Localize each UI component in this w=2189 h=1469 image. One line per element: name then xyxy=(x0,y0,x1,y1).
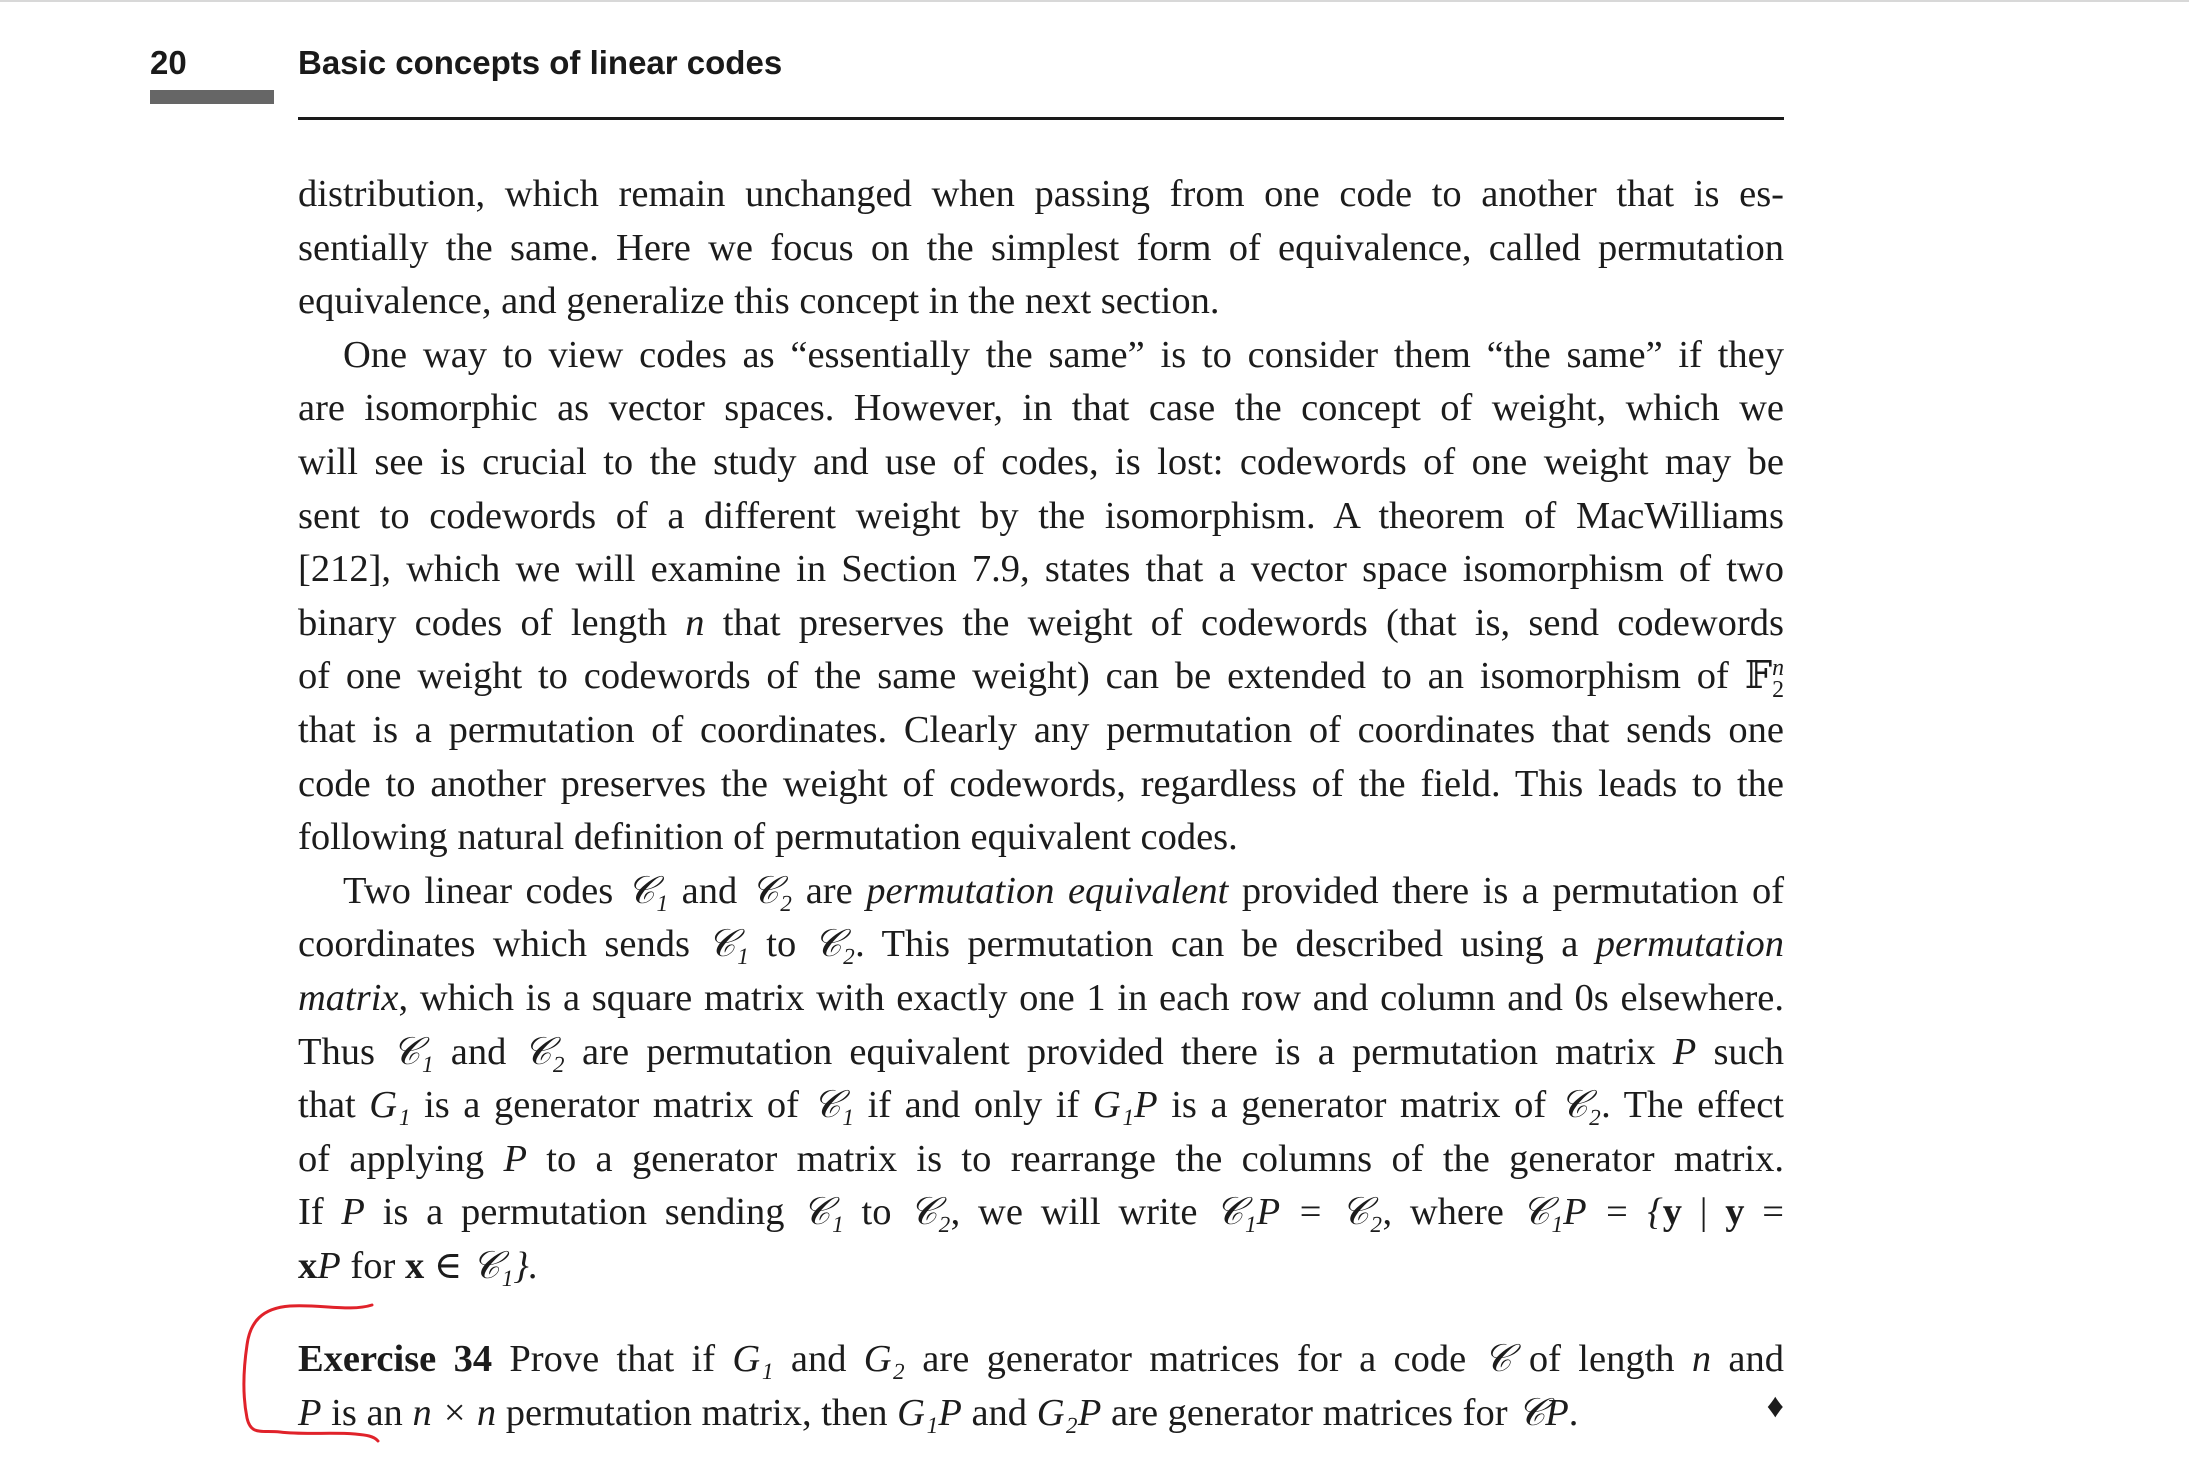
text-line: following natural definition of permutation equivalent codes. xyxy=(298,816,1238,859)
math-C2: 𝒞₂ xyxy=(523,1030,565,1073)
text-line: One way to view codes as “essentially the same” is to consider them “the same” if they xyxy=(343,333,1784,376)
text-line: equivalence, and generalize this concept in the next section. xyxy=(298,280,1220,323)
math-bold-y: y xyxy=(1725,1191,1745,1234)
text-run: , which is a square matrix with exactly one 1 in each row and column and 0s elsewhere. xyxy=(398,976,1784,1019)
text-run: are generator matrices for a code xyxy=(904,1338,1484,1380)
text-line: [212], which we will examine in Section 7.9, states that a vector space isomorphism of two xyxy=(298,548,1784,591)
text-run: are permutation equivalent provided there is a permutation matrix xyxy=(564,1030,1673,1073)
paragraph-3 xyxy=(298,865,1784,1294)
math-C: 𝒞 xyxy=(1483,1338,1512,1380)
text-run: and xyxy=(961,1392,1037,1434)
math-G1P: G₁P xyxy=(1092,1084,1158,1127)
term-matrix: matrix xyxy=(298,976,399,1019)
text-run: to a generator matrix is to rearrange the columns of the generator matrix. xyxy=(526,1137,1784,1180)
text-run: of applying xyxy=(298,1137,504,1180)
math-field-symbol: 𝔽 xyxy=(1744,655,1773,698)
term-permutation-equivalent: permutation equivalent xyxy=(866,869,1229,912)
text-run: that preserves the weight of codewords (that is, send codewords xyxy=(704,601,1784,644)
text-line xyxy=(298,865,1784,919)
math-C2: 𝒞₂ xyxy=(750,869,793,912)
text-run: such xyxy=(1696,1030,1785,1073)
text-line xyxy=(298,1240,1784,1294)
text-run: and xyxy=(668,869,751,912)
text-run: If xyxy=(298,1191,342,1234)
text-run: . xyxy=(1568,1392,1579,1434)
math-n: n xyxy=(1691,1338,1712,1380)
math-P: P xyxy=(341,1191,365,1234)
text-run: binary codes of length xyxy=(298,601,686,644)
math-C1: 𝒞₁ xyxy=(802,1191,844,1234)
text-run: to xyxy=(843,1191,910,1234)
text-run: Thus xyxy=(298,1030,393,1073)
text-run: provided there is a permutation of xyxy=(1228,869,1785,912)
math-bar: | xyxy=(1682,1191,1726,1234)
text-run: are xyxy=(792,869,867,912)
text-line xyxy=(298,650,1784,704)
math-subscript: 2 xyxy=(1772,676,1784,703)
text-line: sentially the same. Here we focus on the simplest form of equivalence, called permutation xyxy=(298,226,1784,269)
text-run: is a generator matrix of xyxy=(410,1084,813,1127)
text-run: . This permutation can be described using a xyxy=(855,923,1596,966)
body-text xyxy=(298,168,1784,1293)
text-run: and xyxy=(1711,1338,1784,1380)
text-run: that xyxy=(298,1084,370,1127)
text-run: is an xyxy=(321,1392,413,1434)
text-line xyxy=(298,1186,1784,1240)
math-P: P xyxy=(298,1392,322,1434)
math-superscript: n xyxy=(1772,655,1784,682)
text-line xyxy=(298,1026,1784,1080)
math-C2: 𝒞₂ xyxy=(909,1191,951,1234)
math-field-f2n xyxy=(1744,655,1784,703)
text-line xyxy=(298,1133,1784,1187)
text-line: sent to codewords of a different weight by the isomorphism. A theorem of MacWilliams xyxy=(298,494,1784,537)
math-C1P-equals-C2: 𝒞₁P = 𝒞₂ xyxy=(1215,1191,1383,1234)
text-run: if and only if xyxy=(854,1084,1093,1127)
exercise-34 xyxy=(298,1332,1784,1440)
math-G2P: G₂P xyxy=(1036,1392,1102,1434)
text-line xyxy=(298,1079,1784,1133)
top-edge-rule xyxy=(0,0,2189,2)
math-bold-x: x xyxy=(404,1244,425,1287)
text-run: . The effect xyxy=(1601,1084,1784,1127)
text-run: is a permutation sending xyxy=(364,1191,803,1234)
text-run: Two linear codes xyxy=(343,869,627,912)
exercise-line xyxy=(298,1332,1784,1386)
text-run: , where xyxy=(1382,1191,1522,1234)
math-C1P-set: 𝒞₁P = { xyxy=(1521,1191,1663,1234)
math-bold-x: x xyxy=(298,1244,318,1287)
math-C1: 𝒞₁ xyxy=(707,923,749,966)
math-G1P: G₁P xyxy=(897,1392,962,1434)
running-title: Basic concepts of linear codes xyxy=(298,44,783,81)
text-line xyxy=(298,972,1784,1026)
term-permutation: permutation xyxy=(1595,923,1784,966)
text-line xyxy=(298,597,1784,651)
math-C1: 𝒞₁ xyxy=(626,869,669,912)
math-P: P xyxy=(317,1244,341,1287)
text-run: to xyxy=(748,923,814,966)
math-G2: G₂ xyxy=(863,1338,905,1380)
text-line xyxy=(298,918,1784,972)
text-run: of length xyxy=(1511,1338,1692,1380)
math-n: n xyxy=(685,601,705,644)
page-number: 20 xyxy=(150,44,187,81)
math-equals: = xyxy=(1744,1191,1784,1234)
end-of-exercise-diamond-icon: ♦ xyxy=(1766,1388,1784,1425)
math-bold-y: y xyxy=(1662,1191,1683,1234)
text-line: are isomorphic as vector spaces. However, in that case the concept of weight, which we xyxy=(298,387,1784,430)
text-run: of one weight to codewords of the same weight) can be extended to an isomorphism of xyxy=(298,655,1745,698)
text-run: permutation matrix, then xyxy=(496,1392,898,1434)
text-run: are generator matrices for xyxy=(1101,1392,1518,1434)
paragraph-1 xyxy=(298,168,1784,329)
math-C2: 𝒞₂ xyxy=(813,923,856,966)
math-n-by-n: n × n xyxy=(412,1392,497,1434)
text-run: and xyxy=(433,1030,524,1073)
exercise-line xyxy=(298,1386,1784,1440)
exercise-label: Exercise 34 xyxy=(298,1338,493,1380)
math-P: P xyxy=(503,1137,527,1180)
text-line: code to another preserves the weight of codewords, regardless of the field. This leads to the xyxy=(298,762,1784,805)
text-run: for xyxy=(340,1244,405,1287)
math-CP: 𝒞P xyxy=(1517,1392,1569,1434)
math-C1: 𝒞₁ xyxy=(392,1030,434,1073)
page-number-bar xyxy=(150,90,274,104)
text-line: distribution, which remain unchanged when passing from one code to another that is es- xyxy=(298,173,1784,215)
math-in-C1: ∈ 𝒞₁}. xyxy=(424,1244,539,1287)
text-line: that is a permutation of coordinates. Clearly any permutation of coordinates that sends one xyxy=(298,708,1784,751)
text-line: will see is crucial to the study and use of codes, is lost: codewords of one weight may be xyxy=(298,440,1784,483)
math-C1: 𝒞₁ xyxy=(812,1084,855,1127)
text-run: , we will write xyxy=(950,1191,1216,1234)
math-C2: 𝒞₂ xyxy=(1559,1084,1602,1127)
text-run: is a generator matrix of xyxy=(1157,1084,1560,1127)
math-G1: G₁ xyxy=(732,1338,774,1380)
paragraph-2 xyxy=(298,329,1784,865)
text-run: coordinates which sends xyxy=(298,923,708,966)
text-run: Prove that if xyxy=(492,1338,733,1380)
header-rule xyxy=(298,117,1784,120)
math-G1: G₁ xyxy=(369,1084,411,1127)
text-run: and xyxy=(773,1338,864,1380)
math-P: P xyxy=(1672,1030,1697,1073)
